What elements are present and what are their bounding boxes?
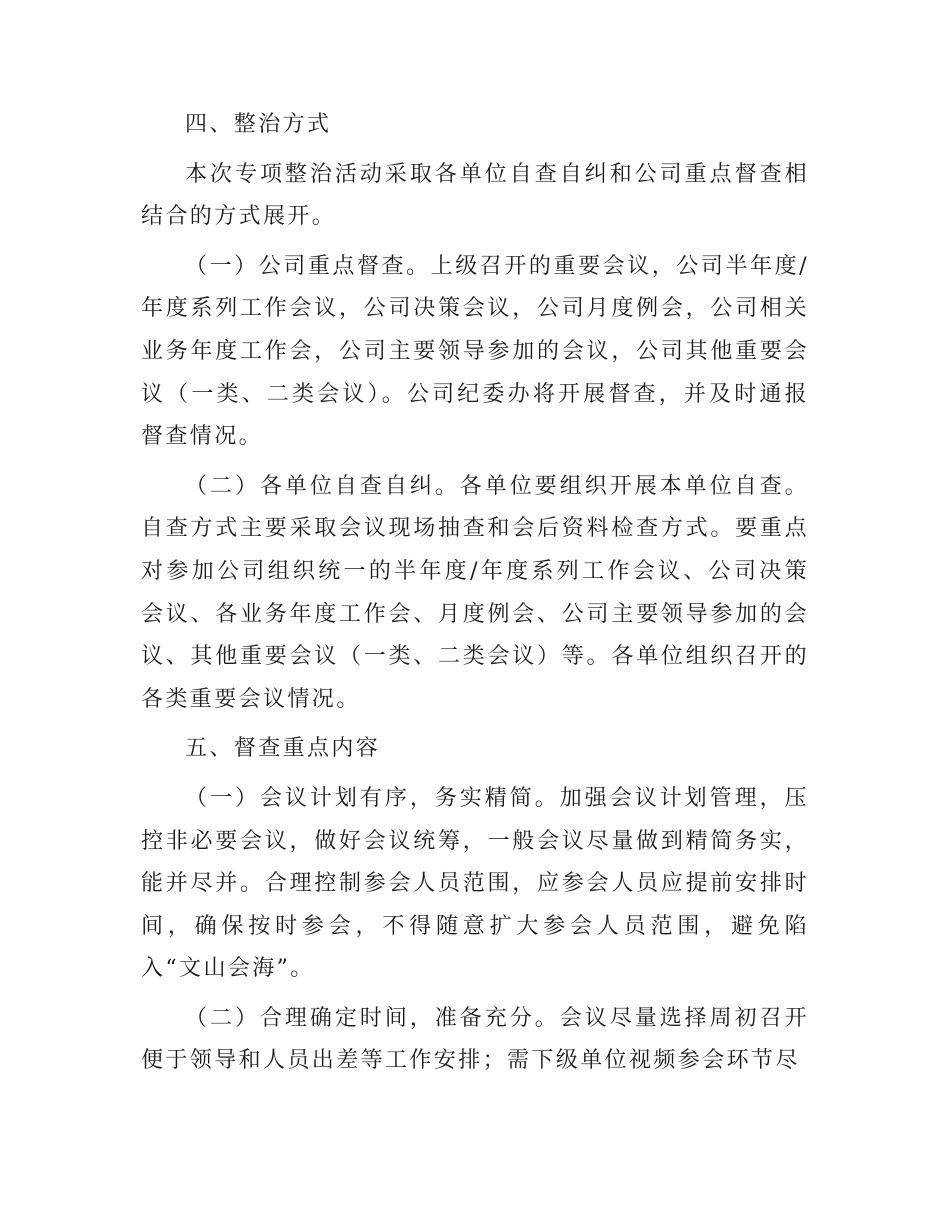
document-body (141, 104, 809, 1090)
paragraph-meeting-planning: （一）会议计划有序，务实精简。加强会议计划管理，压控非必要会议，做好会议统筹，一般会议尽量做到精简务实，能并尽并。合理控制参会人员范围，应参会人员应提前安排时间，确保按时参会，不得随意扩大参会人员范围，避免陷入“文山会海”。 (141, 785, 809, 982)
paragraph-unit-self-check: （二）各单位自查自纠。各单位要组织开展本单位自查。自查方式主要采取会议现场抽查和会后资料检查方式。要重点对参加公司组织统一的半年度/年度系列工作会议、公司决策会议、各业务年度工作会、月度例会、公司主要领导参加的会议、其他重要会议（一类、二类会议）等。各单位组织召开的各类重要会议情况。 (141, 473, 809, 712)
section-heading-5: 五、督查重点内容 (185, 736, 381, 762)
paragraph-method-intro: 本次专项整治活动采取各单位自查自纠和公司重点督查相结合的方式展开。 (141, 161, 809, 230)
paragraph-company-inspection: （一）公司重点督查。上级召开的重要会议，公司半年度/年度系列工作会议，公司决策会议，公司月度例会，公司相关业务年度工作会，公司主要领导参加的会议，公司其他重要会议（一类、二类会议）。公司纪委办将开展督查，并及时通报督查情况。 (141, 253, 809, 450)
section-heading-4: 四、整治方式 (185, 112, 332, 137)
paragraph-meeting-timing: （二）合理确定时间，准备充分。会议尽量选择周初召开便于领导和人员出差等工作安排；需下级单位视频参会环节尽 (141, 1005, 809, 1074)
